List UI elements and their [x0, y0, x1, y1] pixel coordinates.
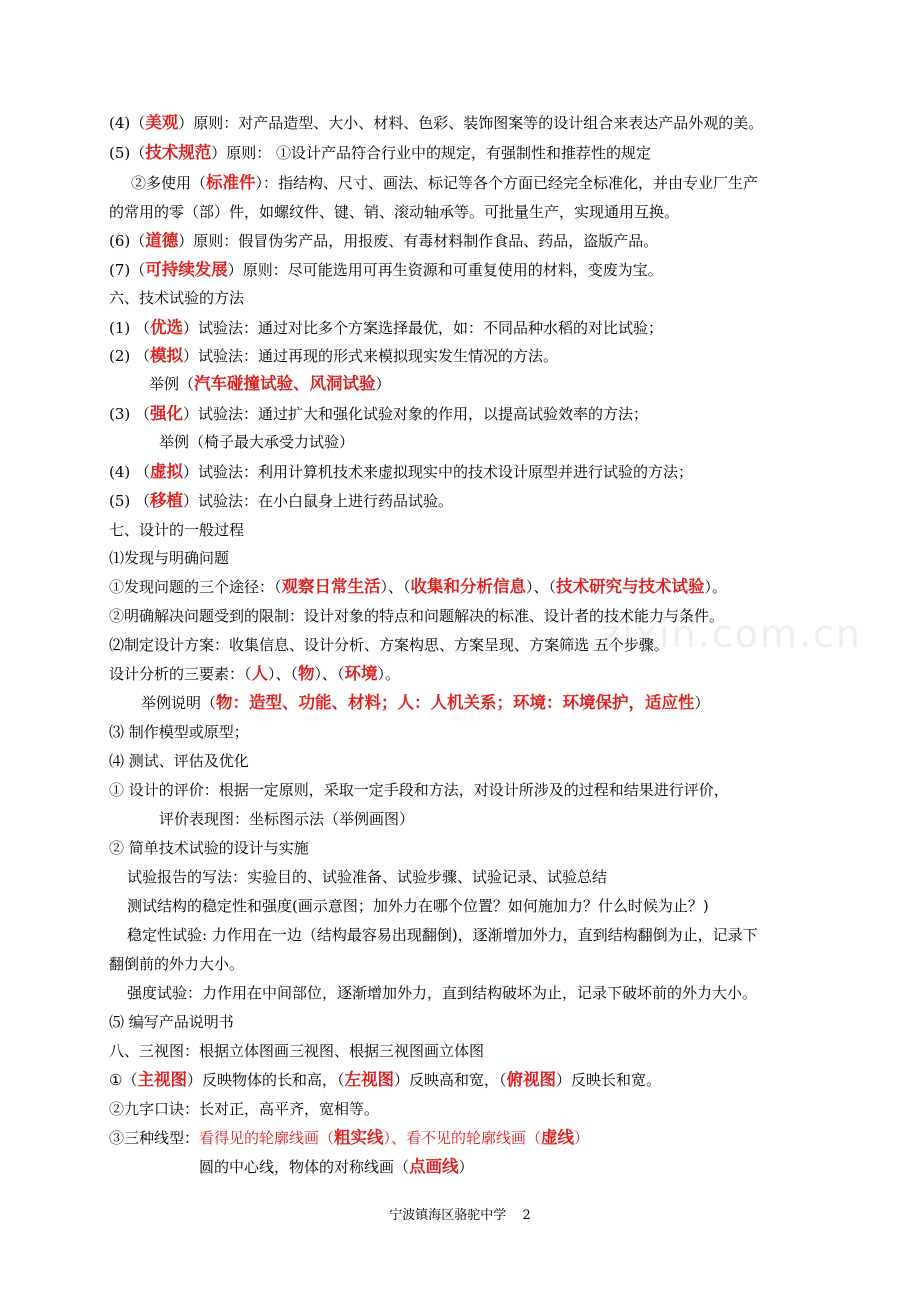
- text-line: [109, 838, 309, 858]
- text-span: ）、（: [314, 665, 345, 683]
- text-line: [109, 346, 558, 366]
- text-line: [109, 1099, 379, 1119]
- text-span: 设计分析的三要素：（: [109, 665, 252, 683]
- text-span: (1) （: [109, 319, 151, 337]
- text-span: (3) （: [109, 405, 151, 423]
- text-span: ）原则： ①设计产品符合行业中的规定，有强制性和推荐性的规定: [211, 144, 652, 162]
- text-span: ②九字口诀：长对正，高平齐，宽相等。: [109, 1100, 380, 1118]
- text-span: (2) （: [109, 347, 151, 365]
- text-line: [109, 1041, 484, 1061]
- text-span: (5) （: [109, 492, 151, 510]
- text-line: [109, 635, 669, 655]
- highlight-term: 物: [298, 664, 315, 683]
- highlight-term: 环境: [344, 664, 378, 683]
- text-line: [109, 404, 648, 424]
- text-line: [109, 751, 249, 771]
- text-span: ）、（: [268, 665, 299, 683]
- text-span: ）。: [377, 665, 401, 683]
- text-line: [109, 1070, 661, 1090]
- text-span: ②多使用（: [131, 174, 207, 192]
- highlight-term: 粗实线: [334, 1128, 384, 1147]
- text-span: 看得见的轮廓线画（: [199, 1129, 335, 1147]
- watermark: zixin.com.cn: [600, 612, 862, 656]
- text-span: ）、（: [526, 578, 557, 596]
- text-span: ）原则：假冒伪劣产品，用报废、有毒材料制作食品、药品，盗版产品。: [178, 232, 659, 250]
- text-span: 稳定性试验: 力作用在一边（结构最容易出现翻倒)，逐渐增加外力，直到结构翻倒为止，记录下: [127, 926, 758, 944]
- text-line: [109, 462, 693, 482]
- text-span: ）试验法：在小白鼠身上进行药品试验。: [183, 492, 454, 510]
- text-span: ②明确解决问题受到的限制：设计对象的特点和问题解决的标准、设计者的技术能力与条件。: [109, 607, 725, 625]
- text-span: 八、三视图：根据立体图画三视图、根据三视图画立体图: [109, 1042, 485, 1060]
- text-line: [109, 577, 727, 597]
- text-span: ）原则：尽可能选用可再生资源和可重复使用的材料，变废为宝。: [227, 261, 663, 279]
- text-line: [109, 143, 651, 163]
- highlight-term: 美观: [145, 113, 179, 132]
- text-span: ）试验法：通过对比多个方案选择最优，如：不同品种水稻的对比试验；: [183, 319, 664, 337]
- text-span: ⑸ 编写产品说明书: [109, 1013, 234, 1031]
- text-line: [109, 288, 244, 308]
- text-span: 强度试验：力作用在中间部位，逐渐增加外力，直到结构破坏为止，记录下破坏前的外力大小。: [127, 984, 758, 1002]
- text-span: ）: [694, 694, 710, 712]
- text-span: ）反映物体的长和高，（: [186, 1071, 345, 1089]
- text-span: ）。: [704, 578, 728, 596]
- text-line: [109, 1012, 234, 1032]
- text-line: [109, 318, 663, 338]
- text-span: ）试验法：通过扩大和强化试验对象的作用，以提高试验效率的方法；: [183, 405, 649, 423]
- text-line: [109, 722, 249, 742]
- highlight-term: 道德: [145, 231, 179, 250]
- text-line: [109, 606, 724, 626]
- highlight-term: 移植: [150, 491, 184, 510]
- text-line: [109, 548, 229, 568]
- text-span: ⑴发现与明确问题: [109, 549, 230, 567]
- text-span: ）、看不见的轮廓线画（: [383, 1129, 542, 1147]
- text-span: (4) （: [109, 463, 151, 481]
- text-span: ）、（: [380, 578, 411, 596]
- text-span: ）试验法：通过再现的形式来模拟现实发生情况的方法。: [183, 347, 559, 365]
- footer-page-number: 2: [522, 1208, 531, 1223]
- highlight-term: 人: [251, 664, 269, 683]
- page-footer: [0, 1204, 920, 1223]
- text-span: (4)（: [109, 114, 146, 132]
- text-line: [131, 173, 758, 193]
- text-line: [149, 374, 391, 394]
- highlight-term: 左视图: [344, 1070, 394, 1089]
- text-span: ⑵制定设计方案：收集信息、设计分析、方案构思、方案呈现、方案筛选 五个步骤。: [109, 636, 669, 654]
- text-line: [109, 520, 244, 540]
- text-span: 翻倒前的外力大小。: [109, 955, 245, 973]
- highlight-term: 俯视图: [506, 1070, 556, 1089]
- text-line: [141, 693, 710, 713]
- highlight-term: 点画线: [409, 1157, 459, 1176]
- text-line: [159, 432, 354, 452]
- text-line: [109, 664, 400, 684]
- text-span: ）：指结构、尺寸、画法、标记等各个方面已经完全标准化，并由专业厂生产: [255, 174, 759, 192]
- text-span: ）试验法：利用计算机技术来虚拟现实中的技术设计原型并进行试验的方法；: [183, 463, 694, 481]
- text-line: [109, 260, 663, 280]
- text-span: 测试结构的稳定性和强度(画示意图；加外力在哪个位置？如何施加力？什么时候为止？): [127, 897, 709, 915]
- highlight-term: 虚线: [541, 1128, 575, 1147]
- text-line: [109, 113, 763, 133]
- text-span: ③三种线型：: [109, 1129, 200, 1147]
- text-span: ）反映长和宽。: [555, 1071, 661, 1089]
- text-line: [127, 925, 758, 945]
- text-line: [199, 1157, 474, 1177]
- text-span: ）反映高和宽，（: [393, 1071, 507, 1089]
- text-line: [109, 1128, 589, 1148]
- highlight-term: 收集和分析信息: [410, 577, 527, 596]
- highlight-term: 主视图: [137, 1070, 187, 1089]
- text-span: ① 设计的评价：根据一定原则，采取一定手段和方法，对设计所涉及的过程和结果进行评价，: [109, 781, 729, 799]
- text-span: ）: [375, 375, 391, 393]
- text-line: [159, 809, 414, 829]
- highlight-term: 标准件: [206, 173, 256, 192]
- text-span: ①（: [109, 1071, 138, 1089]
- text-span: ）: [574, 1129, 590, 1147]
- text-span: 六、技术试验的方法: [109, 289, 245, 307]
- text-span: ⑷ 测试、评估及优化: [109, 752, 249, 770]
- text-span: ）: [458, 1158, 474, 1176]
- highlight-term: 观察日常生活: [281, 577, 381, 596]
- text-span: ⑶ 制作模型或原型；: [109, 723, 249, 741]
- highlight-term: 技术规范: [145, 143, 212, 162]
- highlight-term: 虚拟: [150, 462, 184, 481]
- text-span: (5)（: [109, 144, 146, 162]
- text-span: 七、设计的一般过程: [109, 521, 245, 539]
- highlight-term: 模拟: [150, 346, 184, 365]
- text-span: 圆的中心线，物体的对称线画（: [199, 1158, 410, 1176]
- text-span: ①发现问题的三个途径：（: [109, 578, 282, 596]
- text-line: [109, 202, 679, 222]
- text-span: (6)（: [109, 232, 146, 250]
- text-line: [109, 954, 244, 974]
- text-span: 举例（椅子最大承受力试验）: [159, 433, 355, 451]
- text-line: [127, 867, 607, 887]
- text-span: 的常用的零（部）件，如螺纹件、键、销、滚动轴承等。可批量生产，实现通用互换。: [109, 203, 680, 221]
- text-line: [109, 491, 453, 511]
- highlight-term: 技术研究与技术试验: [556, 577, 705, 596]
- highlight-term: 强化: [150, 404, 184, 423]
- highlight-term: 物：造型、功能、材料；人：人机关系；环境：环境保护，适应性: [216, 693, 695, 712]
- text-line: [109, 231, 658, 251]
- highlight-term: 可持续发展: [145, 260, 228, 279]
- text-span: 评价表现图：坐标图示法（举例画图）: [159, 810, 415, 828]
- text-span: 举例说明（: [141, 694, 217, 712]
- text-span: 举例（: [149, 375, 195, 393]
- text-span: ② 简单技术试验的设计与实施: [109, 839, 309, 857]
- text-line: [127, 896, 709, 916]
- text-line: [127, 983, 757, 1003]
- highlight-term: 优选: [150, 318, 184, 337]
- footer-school: 宁波镇海区骆驼中学: [389, 1208, 507, 1223]
- text-span: (7)（: [109, 261, 146, 279]
- text-line: [109, 780, 729, 800]
- highlight-term: 汽车碰撞试验、风洞试验: [194, 374, 376, 393]
- text-span: ）原则：对产品造型、大小、材料、色彩、装饰图案等的设计组合来表达产品外观的美。: [178, 114, 764, 132]
- text-span: 试验报告的写法：实验目的、试验准备、试验步骤、试验记录、试验总结: [127, 868, 608, 886]
